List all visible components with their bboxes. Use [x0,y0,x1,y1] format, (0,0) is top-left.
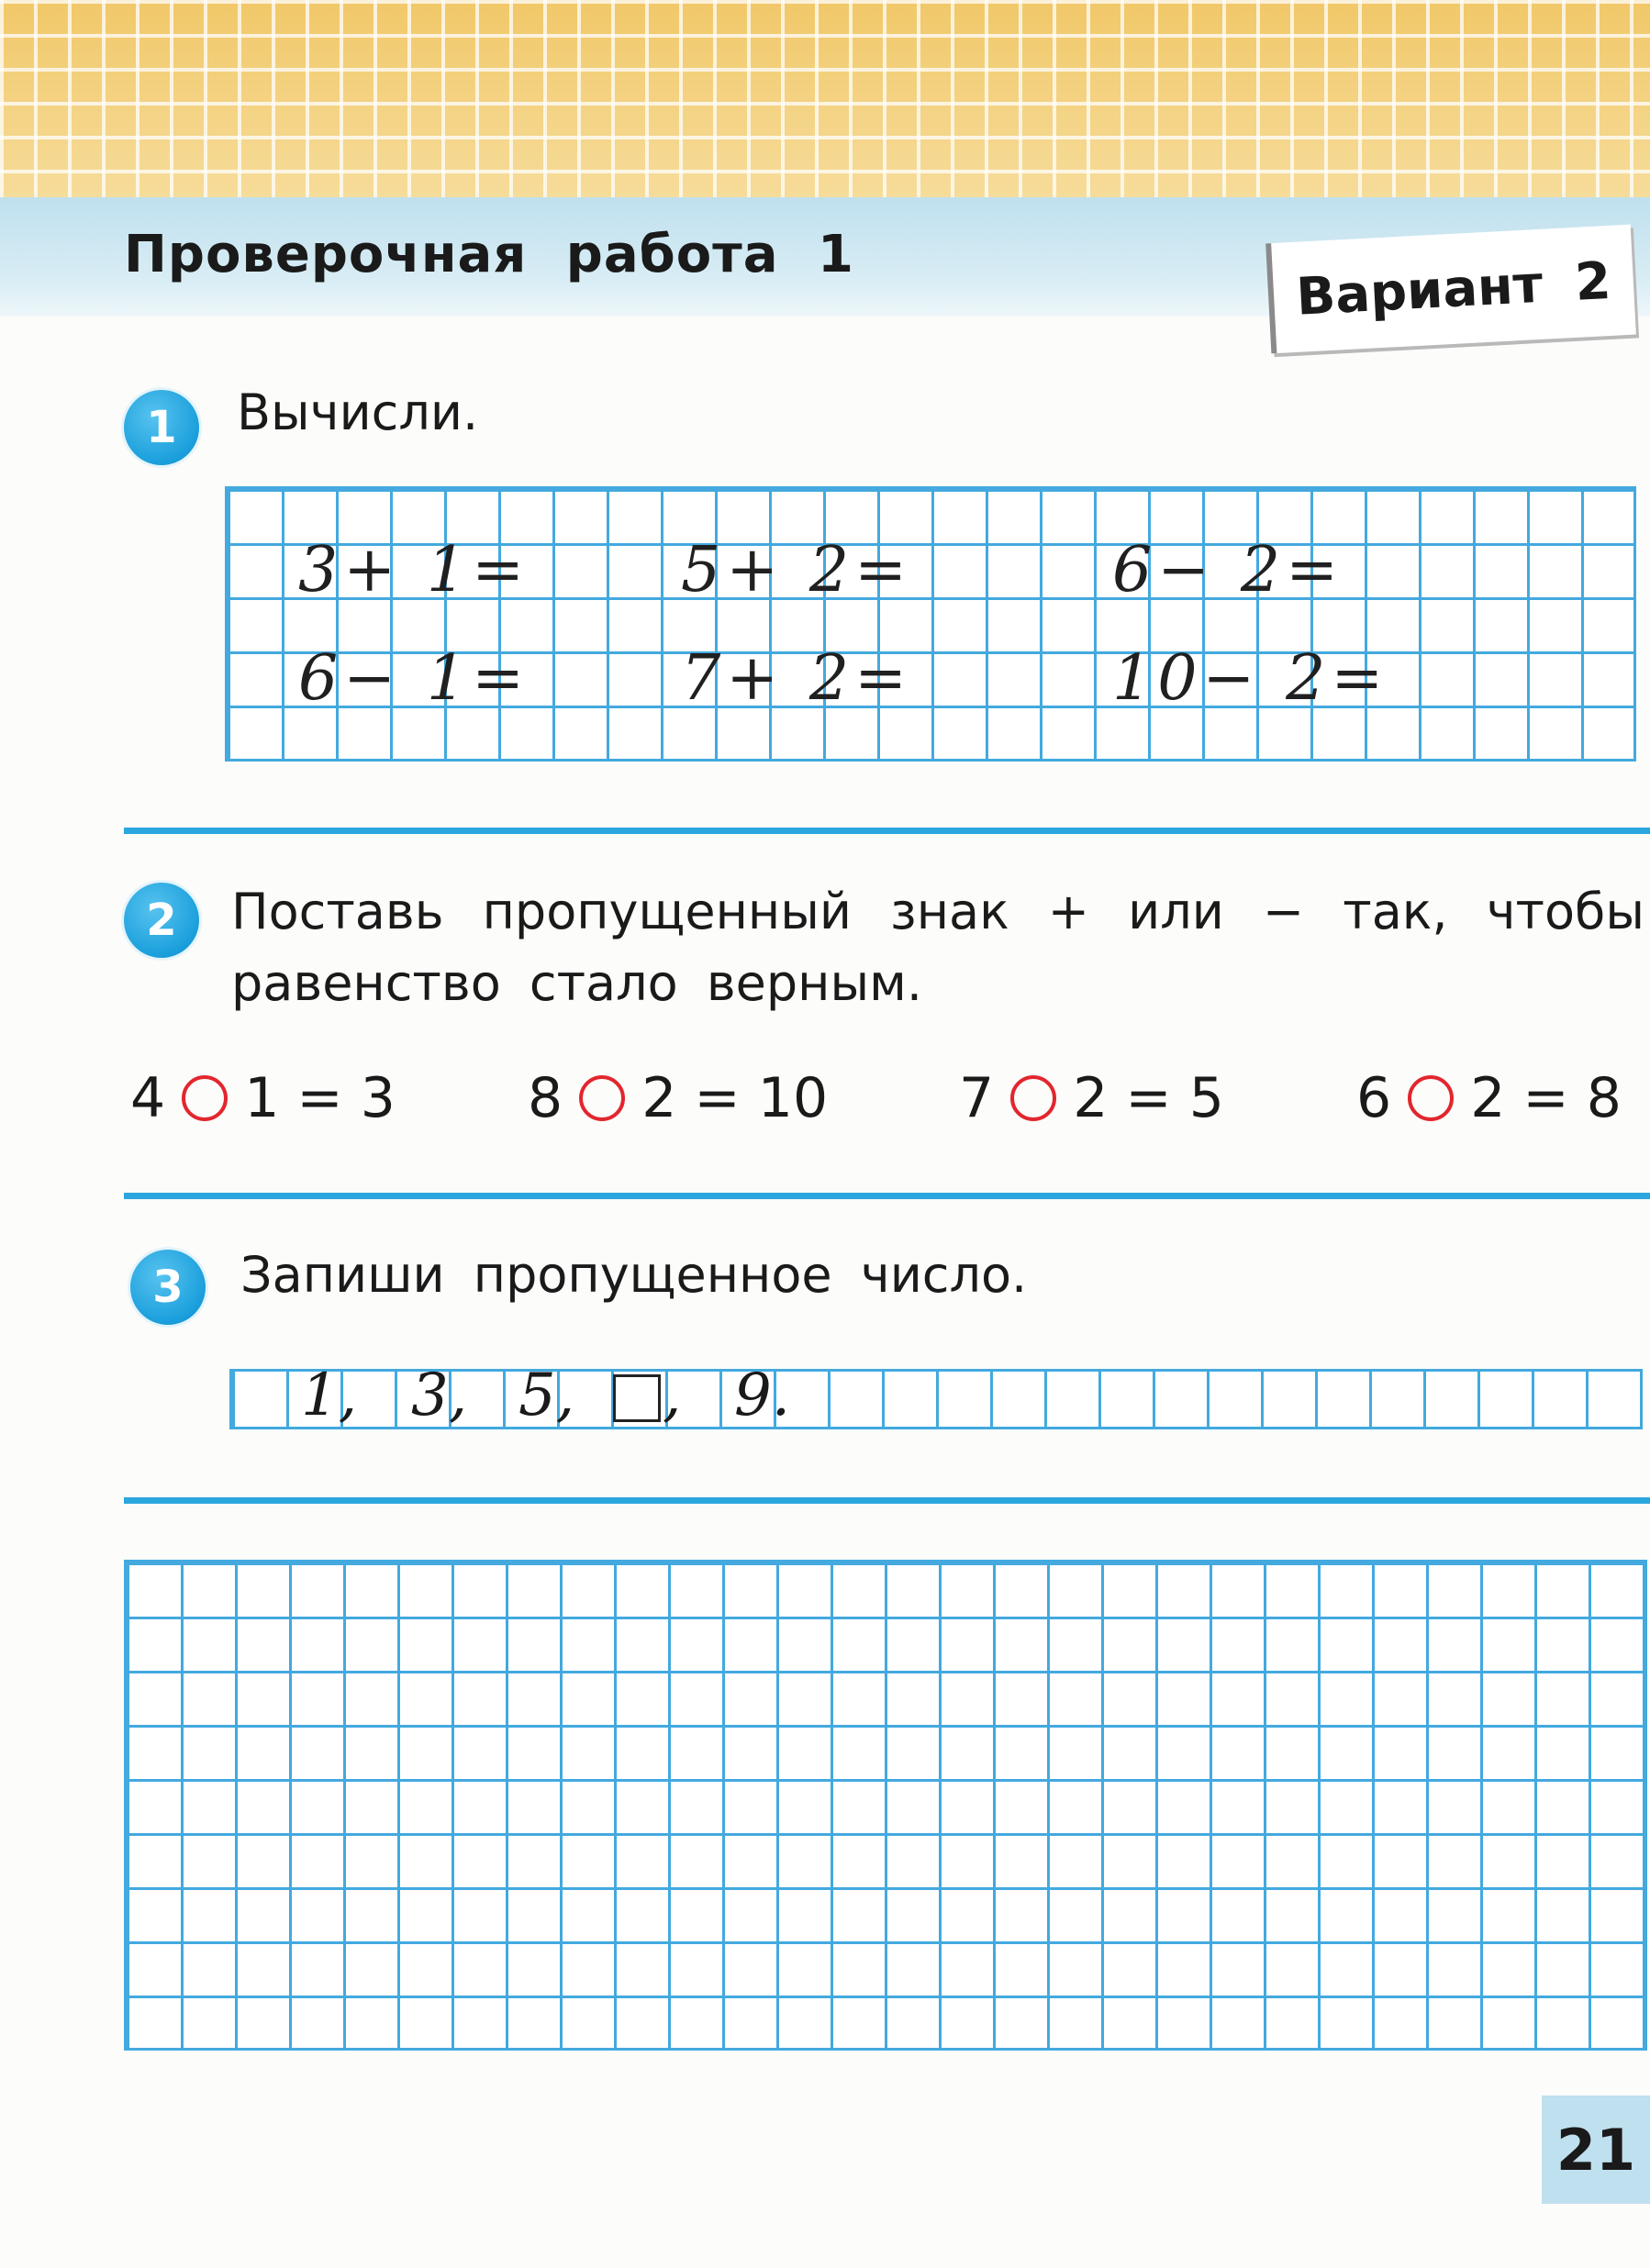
equation-left: 6 [1356,1066,1392,1130]
task-number-badge: 3 [130,1250,206,1325]
equation-left: 8 [528,1066,563,1130]
variant-text: Вариант 2 [1294,250,1613,328]
equation [130,1066,396,1130]
equation-right: 1 = 3 [244,1066,396,1130]
expression: 5+ 2= [681,534,913,606]
equation [959,1066,1224,1130]
task-3-instruction: Запиши пропущенное число. [240,1246,1028,1304]
expression: 3+ 1= [298,534,530,606]
task-2-instruction-line-2: равенство стало верным. [231,954,923,1012]
equation-left: 4 [130,1066,166,1130]
expression: 6− 2= [1112,534,1344,606]
sequence-item: 5, [518,1362,575,1429]
page-number-box [1542,2096,1650,2204]
sequence-item: 9. [734,1362,791,1429]
sequence-item: 1, [301,1362,358,1429]
task-2-instruction-line-1: Поставь пропущенный знак + или − так, чтобы [231,883,1644,940]
task-number-badge: 2 [124,883,199,958]
equation-right: 2 = 8 [1470,1066,1622,1130]
sign-circle[interactable] [1010,1075,1056,1121]
expression: 10− 2= [1112,642,1389,715]
expression: 6− 1= [298,642,530,715]
decorative-grid-band [0,0,1650,197]
page-number: 21 [1555,2116,1636,2184]
expression: 7+ 2= [681,642,913,715]
separator-line [124,828,1650,834]
variant-label [1265,225,1636,354]
equation-right: 2 = 10 [641,1066,829,1130]
sign-circle[interactable] [1408,1075,1454,1121]
sequence-item: , [663,1362,682,1429]
equation-left: 7 [959,1066,995,1130]
sign-circle[interactable] [579,1075,625,1121]
task-number-badge: 1 [124,390,199,465]
separator-line [124,1497,1650,1504]
separator-line [124,1193,1650,1199]
sequence-item: 3, [411,1362,468,1429]
missing-number-box[interactable] [613,1374,661,1422]
sign-circle[interactable] [182,1075,228,1121]
task-1-grid [225,486,1636,762]
task-1-instruction: Вычисли. [237,384,479,441]
page-title: Проверочная работа 1 [124,225,854,284]
equation [528,1066,828,1130]
equation-right: 2 = 5 [1073,1066,1224,1130]
answer-grid[interactable] [124,1560,1647,2051]
equation [1356,1066,1622,1130]
